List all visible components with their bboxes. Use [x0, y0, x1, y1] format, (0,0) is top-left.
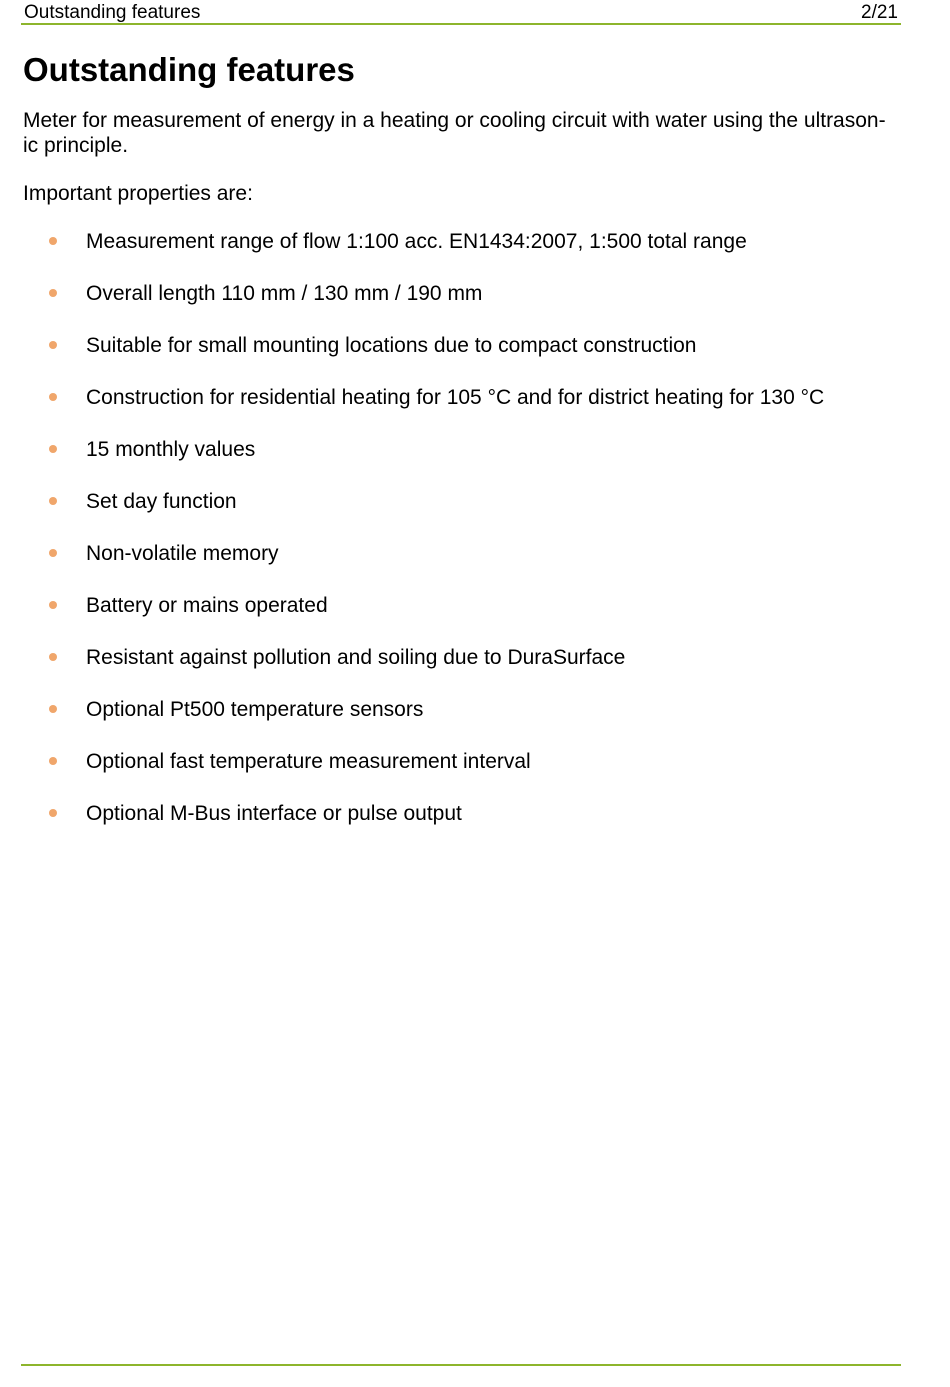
list-item — [0, 697, 950, 749]
bullet-icon — [49, 757, 57, 765]
bullet-icon — [49, 809, 57, 817]
list-item — [0, 229, 950, 281]
bullet-icon — [49, 341, 57, 349]
bullet-icon — [49, 289, 57, 297]
list-item — [0, 593, 950, 645]
list-item — [0, 749, 950, 801]
feature-text: Optional fast temperature measurement interval — [86, 750, 531, 773]
feature-list — [0, 229, 950, 853]
page-number: 2/21 — [861, 2, 898, 23]
feature-text: Optional Pt500 temperature sensors — [86, 698, 424, 721]
bullet-icon — [49, 393, 57, 401]
bullet-icon — [49, 445, 57, 453]
list-item — [0, 385, 950, 437]
bullet-icon — [49, 497, 57, 505]
feature-text: Overall length 110 mm / 130 mm / 190 mm — [86, 282, 483, 305]
list-item — [0, 333, 950, 385]
list-item — [0, 489, 950, 541]
footer-rule — [21, 1364, 901, 1366]
feature-text: Suitable for small mounting locations due to compact construction — [86, 334, 697, 357]
bullet-icon — [49, 237, 57, 245]
feature-text: Optional M-Bus interface or pulse output — [86, 802, 462, 825]
feature-text: Resistant against pollution and soiling due to DuraSurface — [86, 646, 626, 669]
bullet-icon — [49, 705, 57, 713]
list-item — [0, 437, 950, 489]
list-item — [0, 801, 950, 853]
intro-paragraph: Meter for measurement of energy in a heating or cooling circuit with water using the ultrason- ic principle. — [23, 109, 886, 157]
list-item — [0, 541, 950, 593]
page-title: Outstanding features — [23, 51, 355, 88]
feature-text: Construction for residential heating for 105 °C and for district heating for 130 °C — [86, 386, 825, 409]
bullet-icon — [49, 601, 57, 609]
feature-text: Battery or mains operated — [86, 594, 328, 617]
page-header — [21, 0, 901, 25]
properties-label: Important properties are: — [23, 182, 253, 205]
feature-text: Non-volatile memory — [86, 542, 279, 565]
list-item — [0, 281, 950, 333]
feature-text: Measurement range of flow 1:100 acc. EN1434:2007, 1:500 total range — [86, 230, 747, 253]
bullet-icon — [49, 549, 57, 557]
header-title: Outstanding features — [24, 2, 201, 23]
bullet-icon — [49, 653, 57, 661]
feature-text: Set day function — [86, 490, 237, 513]
feature-text: 15 monthly values — [86, 438, 256, 461]
list-item — [0, 645, 950, 697]
